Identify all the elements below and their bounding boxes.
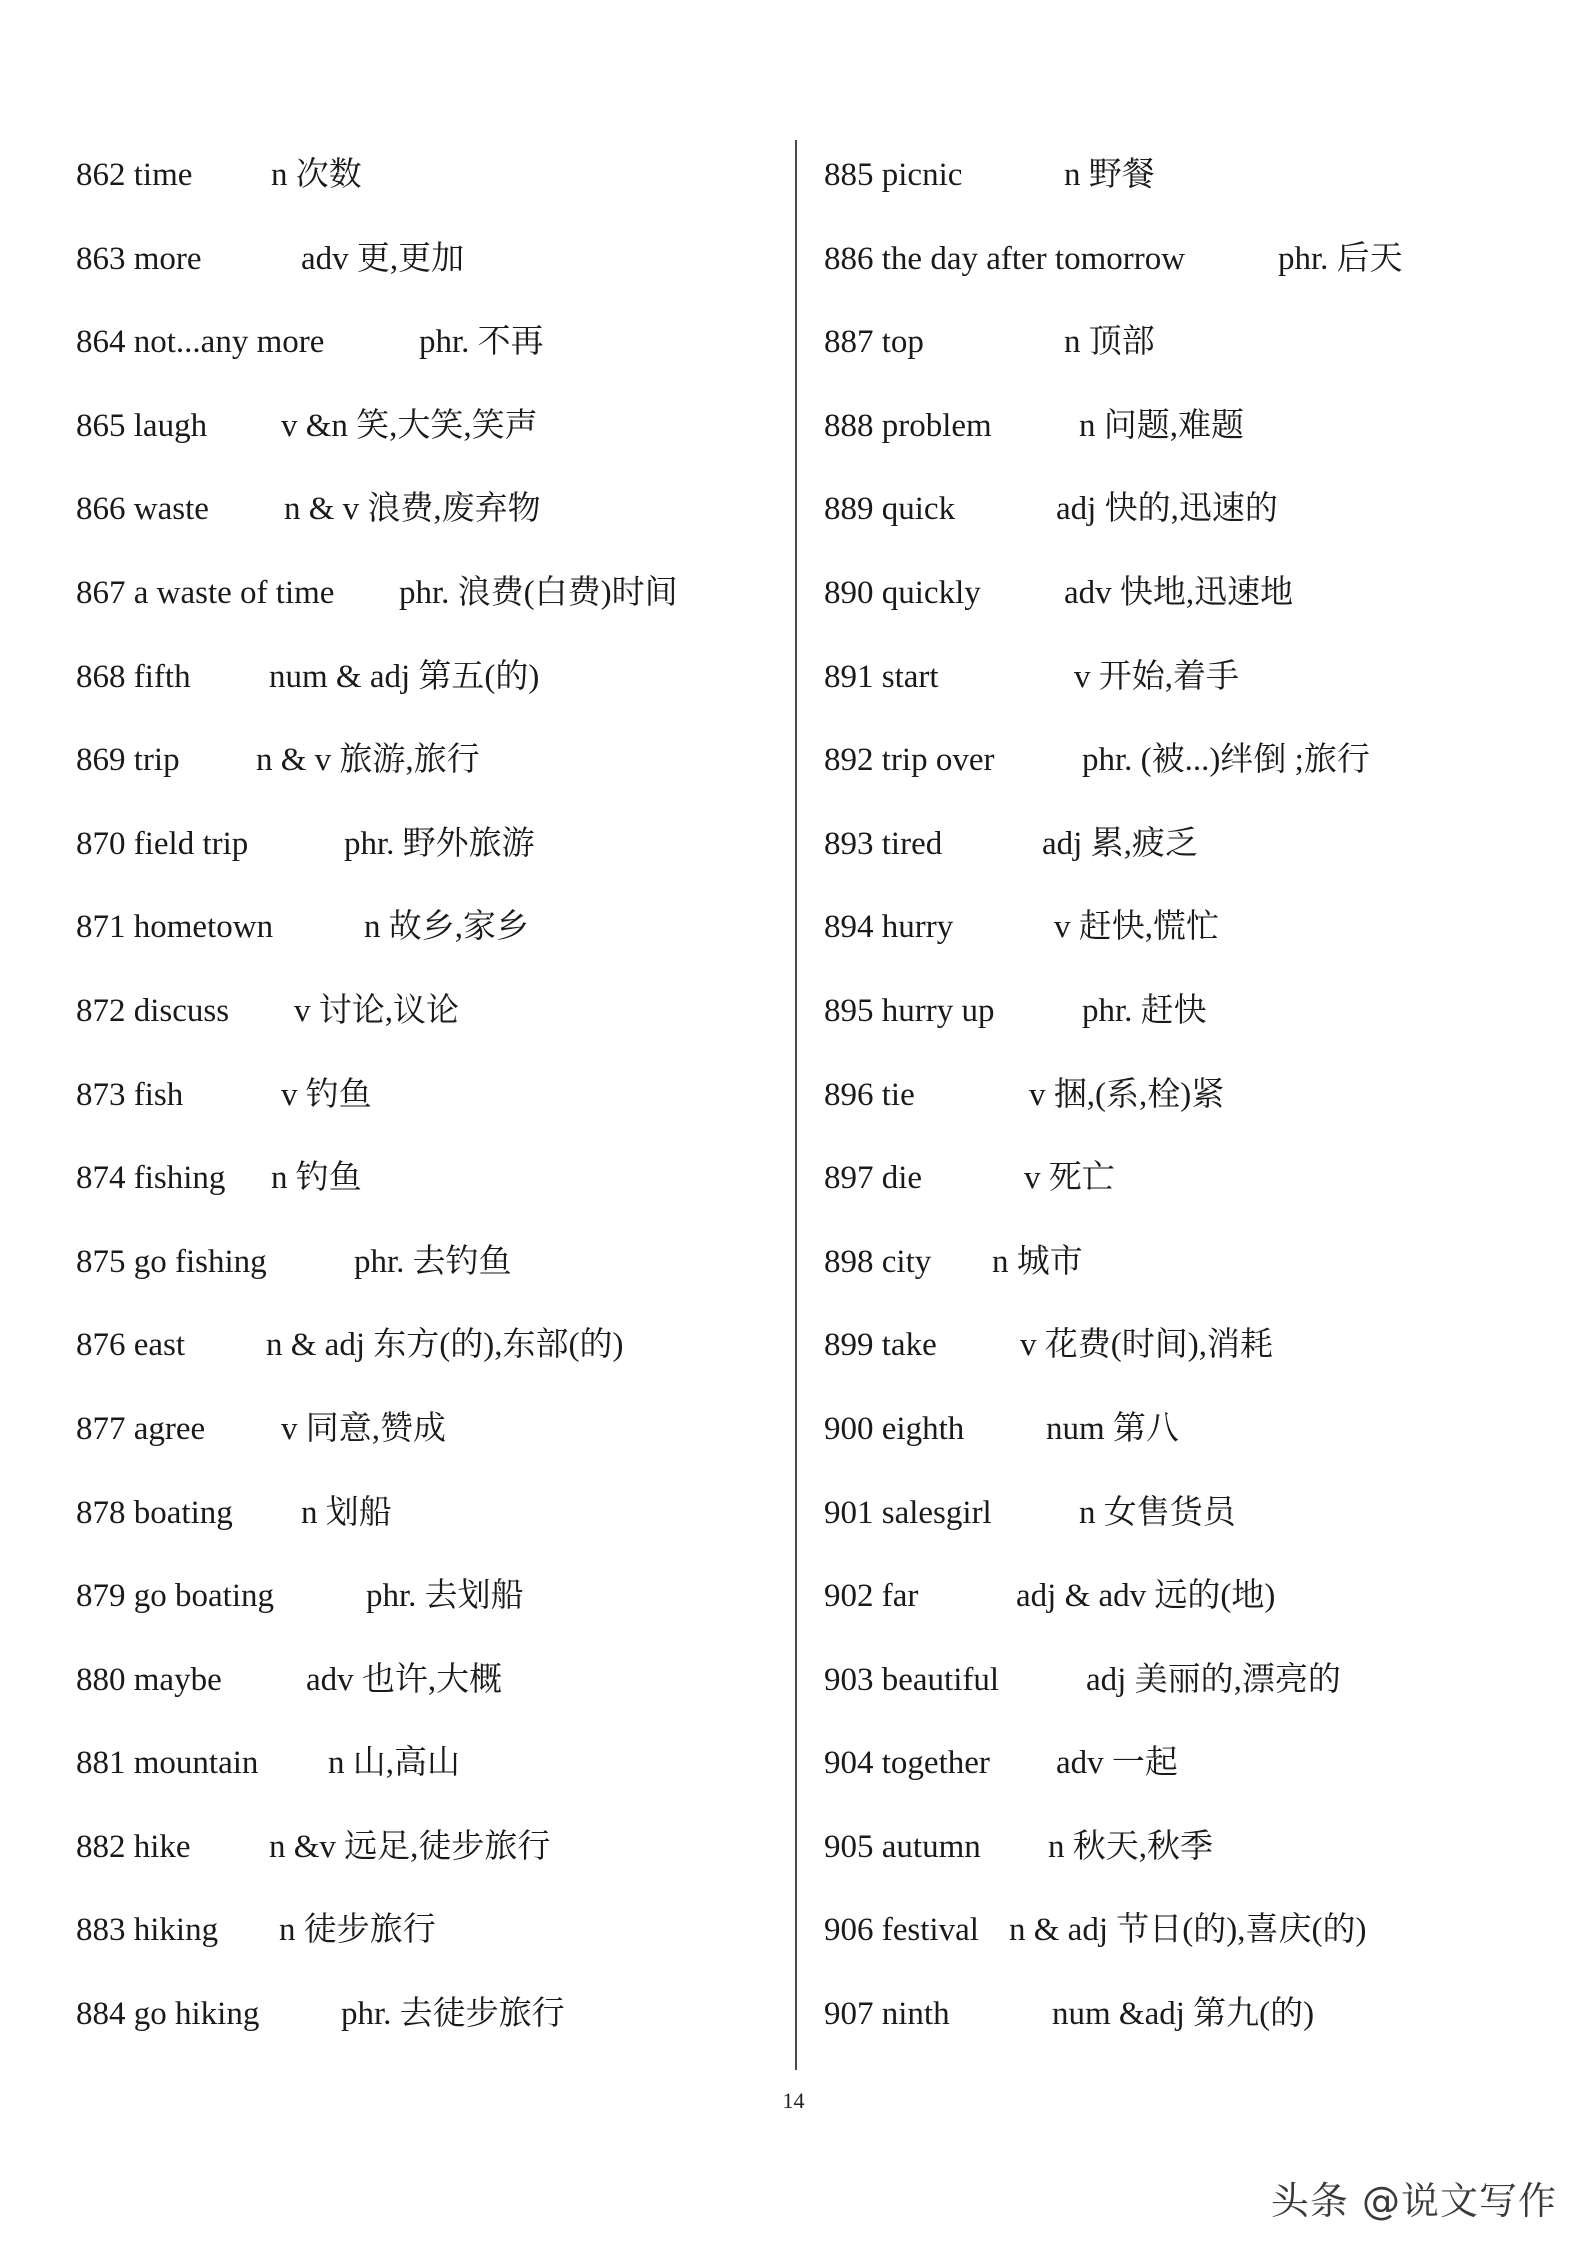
vocab-entry bbox=[76, 1743, 776, 1827]
vocab-entry bbox=[824, 1325, 1544, 1409]
vocab-word: 906 festival bbox=[824, 1912, 979, 1949]
vocab-word: 897 die bbox=[824, 1160, 923, 1197]
vocab-word: 903 beautiful bbox=[824, 1661, 1000, 1698]
vocab-entry bbox=[824, 1743, 1544, 1827]
vocab-definition: n 次数 bbox=[271, 157, 362, 193]
vocab-word: 873 fish bbox=[76, 1076, 184, 1113]
vocab-definition: phr. 赶快 bbox=[1082, 992, 1207, 1029]
vocab-word: 882 hike bbox=[76, 1828, 191, 1865]
vocab-entry bbox=[76, 1576, 776, 1660]
vocab-entry bbox=[824, 155, 1544, 239]
vocab-definition: n & v 旅游,旅行 bbox=[256, 742, 480, 779]
vocab-entry bbox=[824, 991, 1544, 1075]
vocab-word: 863 more bbox=[76, 240, 202, 277]
vocab-word: 892 trip over bbox=[824, 742, 995, 779]
vocab-definition: v 钓鱼 bbox=[281, 1076, 372, 1113]
vocab-definition: adj 美丽的,漂亮的 bbox=[1086, 1661, 1341, 1698]
vocab-word: 895 hurry up bbox=[824, 992, 995, 1029]
vocab-word: 896 tie bbox=[824, 1076, 915, 1113]
vocab-definition: n & adj 东方(的),东部(的) bbox=[266, 1327, 624, 1364]
vocab-word: 865 laugh bbox=[76, 407, 208, 444]
vocab-entry bbox=[824, 489, 1544, 573]
vocab-word: 864 not...any more bbox=[76, 324, 325, 361]
vocab-word: 883 hiking bbox=[76, 1912, 219, 1949]
vocab-word: 887 top bbox=[824, 324, 924, 361]
vocab-definition: v 讨论,议论 bbox=[294, 992, 459, 1029]
vocab-entry bbox=[824, 907, 1544, 991]
vocab-entry bbox=[824, 573, 1544, 657]
vocab-word: 886 the day after tomorrow bbox=[824, 240, 1186, 277]
vocab-definition: phr. 不再 bbox=[419, 324, 544, 361]
vocab-word: 902 far bbox=[824, 1578, 919, 1615]
vocab-word: 881 mountain bbox=[76, 1745, 259, 1782]
vocab-word: 880 maybe bbox=[76, 1661, 222, 1698]
vocab-entry bbox=[76, 1994, 776, 2078]
vocab-definition: n 秋天,秋季 bbox=[1048, 1828, 1213, 1865]
right-column bbox=[824, 155, 1544, 2078]
vocab-word: 875 go fishing bbox=[76, 1243, 267, 1280]
vocab-entry bbox=[76, 824, 776, 908]
vocab-word: 904 together bbox=[824, 1745, 990, 1782]
vocab-definition: v 赶快,慌忙 bbox=[1054, 909, 1219, 946]
vocab-entry bbox=[824, 1409, 1544, 1493]
vocab-definition: n 钓鱼 bbox=[271, 1160, 362, 1197]
vocab-definition: phr. 野外旅游 bbox=[344, 825, 535, 862]
vocab-entry bbox=[76, 322, 776, 406]
vocab-word: 901 salesgirl bbox=[824, 1494, 992, 1531]
vocab-entry bbox=[76, 406, 776, 490]
vocab-definition: adv 更,更加 bbox=[301, 240, 465, 277]
vocab-word: 893 tired bbox=[824, 825, 943, 862]
vocab-definition: n 故乡,家乡 bbox=[364, 909, 529, 946]
vocab-entry bbox=[76, 155, 776, 239]
vocab-word: 866 waste bbox=[76, 491, 209, 528]
vocab-entry bbox=[76, 1660, 776, 1744]
vocab-entry bbox=[824, 1158, 1544, 1242]
vocab-definition: v 开始,着手 bbox=[1074, 658, 1239, 695]
vocab-entry bbox=[76, 1075, 776, 1159]
vocab-word: 876 east bbox=[76, 1327, 186, 1364]
vocab-entry bbox=[76, 1325, 776, 1409]
vocab-definition: n 山,高山 bbox=[328, 1745, 460, 1782]
vocab-word: 898 city bbox=[824, 1243, 932, 1280]
vocab-definition: v 同意,赞成 bbox=[281, 1410, 446, 1447]
vocab-word: 877 agree bbox=[76, 1410, 206, 1447]
vocab-entry bbox=[824, 740, 1544, 824]
vocab-definition: num &adj 第九(的) bbox=[1052, 1996, 1315, 2033]
vocab-entry bbox=[824, 1910, 1544, 1994]
vocab-entry bbox=[76, 239, 776, 323]
vocab-definition: n &v 远足,徒步旅行 bbox=[269, 1828, 551, 1865]
vocab-definition: num & adj 第五(的) bbox=[269, 658, 540, 695]
vocab-definition: adj & adv 远的(地) bbox=[1016, 1578, 1276, 1615]
vocab-definition: phr. 去钓鱼 bbox=[354, 1243, 512, 1280]
vocab-entry bbox=[76, 573, 776, 657]
vocab-word: 878 boating bbox=[76, 1494, 233, 1531]
vocab-entry bbox=[824, 1242, 1544, 1326]
vocab-definition: v &n 笑,大笑,笑声 bbox=[281, 407, 538, 444]
vocab-definition: phr. 后天 bbox=[1278, 240, 1403, 277]
vocab-definition: n & v 浪费,废弃物 bbox=[284, 491, 541, 528]
vocab-definition: n 女售货员 bbox=[1079, 1494, 1236, 1531]
vocab-definition: adv 也许,大概 bbox=[306, 1661, 503, 1698]
vocab-definition: n 徒步旅行 bbox=[279, 1912, 436, 1949]
vocab-word: 899 take bbox=[824, 1327, 937, 1364]
vocab-definition: adj 累,疲乏 bbox=[1042, 825, 1198, 862]
vocab-entry bbox=[824, 1660, 1544, 1744]
vocab-definition: v 花费(时间),消耗 bbox=[1020, 1327, 1273, 1364]
vocab-definition: num 第八 bbox=[1046, 1410, 1179, 1447]
vocab-word: 862 time bbox=[76, 157, 193, 193]
vocab-entry bbox=[824, 1075, 1544, 1159]
vocab-word: 905 autumn bbox=[824, 1828, 981, 1865]
vocab-entry bbox=[824, 406, 1544, 490]
vocab-word: 907 ninth bbox=[824, 1996, 950, 2033]
vocab-definition: phr. 浪费(白费)时间 bbox=[399, 574, 678, 611]
vocab-word: 874 fishing bbox=[76, 1160, 226, 1197]
vocab-word: 885 picnic bbox=[824, 157, 963, 193]
vocab-definition: n & adj 节日(的),喜庆(的) bbox=[1009, 1912, 1367, 1949]
vocab-definition: v 捆,(系,栓)紧 bbox=[1029, 1076, 1225, 1113]
vocab-definition: n 划船 bbox=[301, 1494, 392, 1531]
vocab-word: 879 go boating bbox=[76, 1578, 274, 1615]
vocab-entry bbox=[824, 1827, 1544, 1911]
vocab-definition: adv 快地,迅速地 bbox=[1064, 574, 1294, 611]
vocab-entry bbox=[76, 1910, 776, 1994]
vocab-definition: n 问题,难题 bbox=[1079, 407, 1244, 444]
vocab-word: 867 a waste of time bbox=[76, 574, 335, 611]
vocab-definition: adv 一起 bbox=[1056, 1745, 1178, 1782]
vocab-entry bbox=[824, 657, 1544, 741]
vocab-entry bbox=[824, 824, 1544, 908]
vocab-word: 870 field trip bbox=[76, 825, 249, 862]
column-divider bbox=[795, 140, 797, 2070]
vocab-entry bbox=[76, 657, 776, 741]
vocab-word: 871 hometown bbox=[76, 909, 274, 946]
vocab-entry bbox=[76, 991, 776, 1075]
vocab-word: 889 quick bbox=[824, 491, 956, 528]
vocab-entry bbox=[76, 1493, 776, 1577]
vocab-entry bbox=[76, 907, 776, 991]
vocab-entry bbox=[76, 1409, 776, 1493]
vocab-entry bbox=[76, 1158, 776, 1242]
vocab-word: 890 quickly bbox=[824, 574, 981, 611]
watermark: 头条 @说文写作 bbox=[1270, 2179, 1557, 2223]
vocab-definition: n 顶部 bbox=[1064, 324, 1155, 361]
vocab-entry bbox=[76, 740, 776, 824]
vocab-definition: n 野餐 bbox=[1064, 157, 1155, 193]
vocab-entry bbox=[824, 322, 1544, 406]
page-number: 14 bbox=[782, 2088, 805, 2113]
vocab-word: 894 hurry bbox=[824, 909, 954, 946]
vocab-entry bbox=[824, 1493, 1544, 1577]
vocab-word: 872 discuss bbox=[76, 992, 230, 1029]
vocab-definition: phr. 去徒步旅行 bbox=[341, 1996, 565, 2033]
vocab-word: 900 eighth bbox=[824, 1410, 965, 1447]
vocab-definition: n 城市 bbox=[992, 1243, 1083, 1280]
left-column bbox=[76, 155, 776, 2078]
vocab-definition: phr. 去划船 bbox=[366, 1578, 524, 1615]
vocab-word: 888 problem bbox=[824, 407, 992, 444]
vocab-word: 891 start bbox=[824, 658, 939, 695]
vocab-word: 884 go hiking bbox=[76, 1996, 260, 2033]
vocab-definition: adj 快的,迅速的 bbox=[1056, 491, 1278, 528]
vocab-entry bbox=[76, 1827, 776, 1911]
vocab-entry bbox=[824, 1994, 1544, 2078]
vocab-word: 869 trip bbox=[76, 742, 180, 779]
vocab-entry bbox=[76, 489, 776, 573]
vocab-entry bbox=[824, 1576, 1544, 1660]
vocab-definition: phr. (被...)绊倒 ;旅行 bbox=[1082, 742, 1370, 779]
vocab-entry bbox=[824, 239, 1544, 323]
vocab-entry bbox=[76, 1242, 776, 1326]
vocab-definition: v 死亡 bbox=[1024, 1160, 1115, 1197]
vocab-word: 868 fifth bbox=[76, 658, 191, 695]
